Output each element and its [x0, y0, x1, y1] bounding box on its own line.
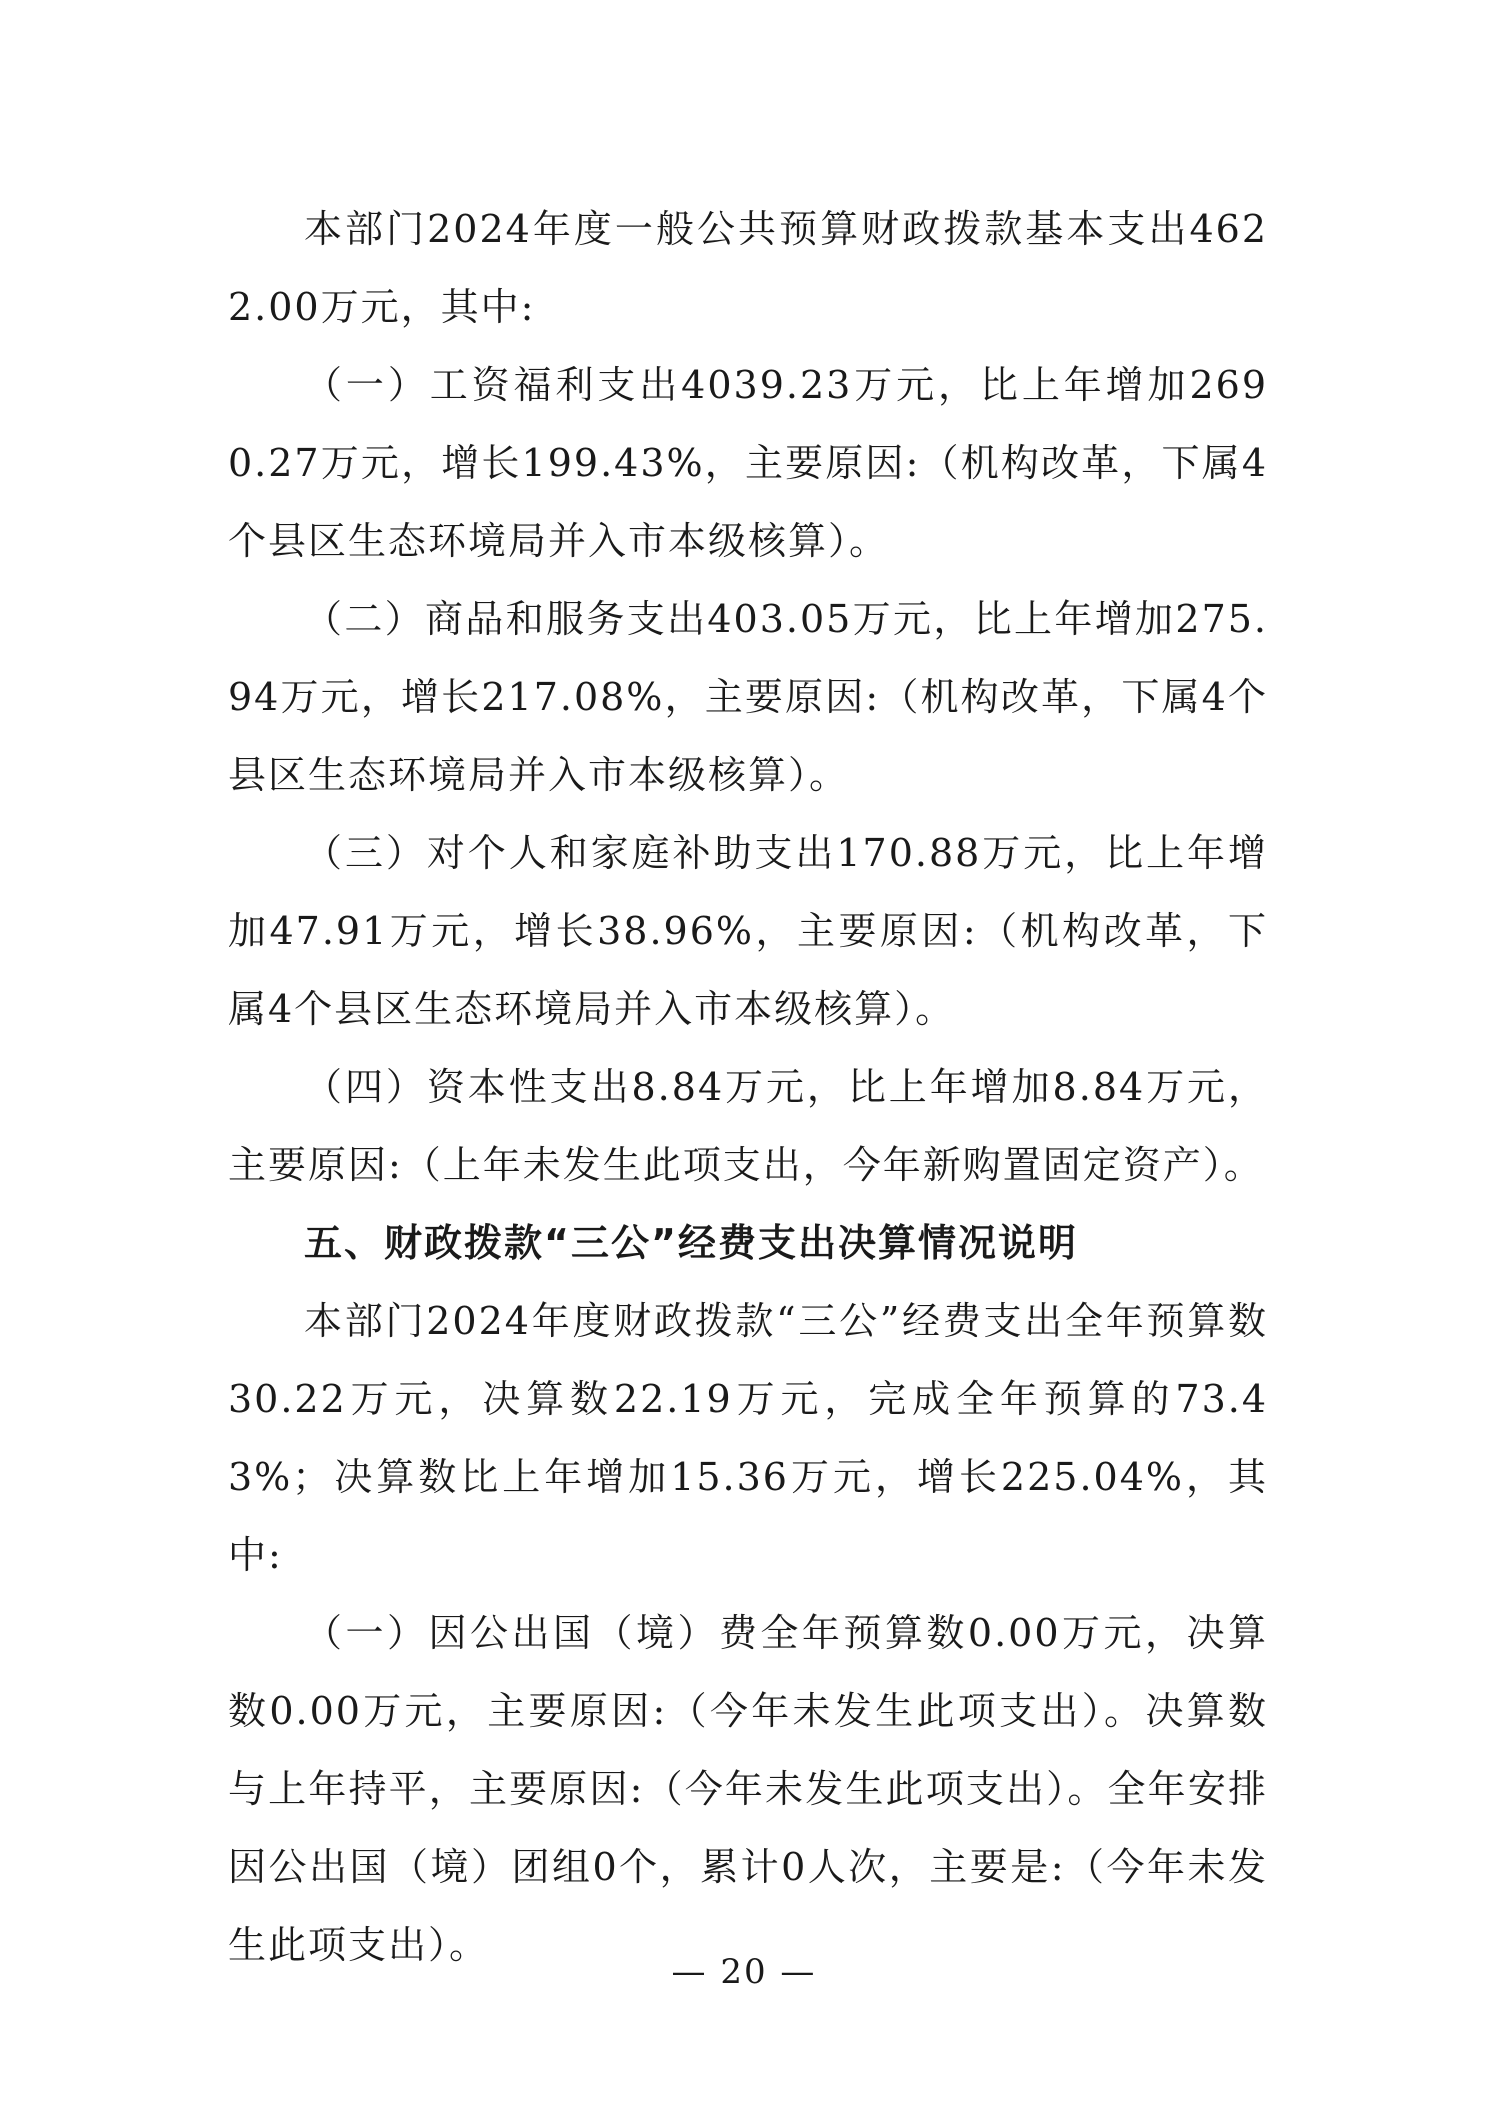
body-text	[228, 190, 1268, 1984]
paragraph-individual-family-subsidy: （三）对个人和家庭补助支出170.88万元，比上年增加47.91万元，增长38.96%，主要原因:（机构改革，下属4个县区生态环境局并入市本级核算）。	[228, 831, 1268, 1031]
paragraph-goods-services: （二）商品和服务支出403.05万元，比上年增加275.94万元，增长217.08%，主要原因:（机构改革，下属4个县区生态环境局并入市本级核算）。	[228, 597, 1268, 797]
paragraph-salary-welfare: （一）工资福利支出4039.23万元，比上年增加2690.27万元，增长199.43%，主要原因:（机构改革，下属4个县区生态环境局并入市本级核算）。	[228, 363, 1268, 563]
page-number: — 20 —	[671, 1952, 817, 1992]
paragraph-capital-expenditure: （四）资本性支出8.84万元，比上年增加8.84万元，主要原因:（上年未发生此项支出，今年新购置固定资产）。	[228, 1065, 1268, 1187]
section-heading: 五、财政拨款“三公”经费支出决算情况说明	[304, 1221, 1078, 1265]
paragraph-three-public-summary: 本部门2024年度财政拨款“三公”经费支出全年预算数30.22万元，决算数22.19万元，完成全年预算的73.43%；决算数比上年增加15.36万元，增长225.04%，其中:	[228, 1299, 1268, 1577]
paragraph-basic-expenditure: 本部门2024年度一般公共预算财政拨款基本支出4622.00万元，其中:	[228, 207, 1268, 329]
paragraph-overseas-travel: （一）因公出国（境）费全年预算数0.00万元，决算数0.00万元，主要原因:（今年未发生此项支出）。决算数与上年持平，主要原因:（今年未发生此项支出）。全年安排因公出国（境）团组0个，累计0人次，主要是:（今年未发生此项支出）。	[228, 1611, 1268, 1967]
